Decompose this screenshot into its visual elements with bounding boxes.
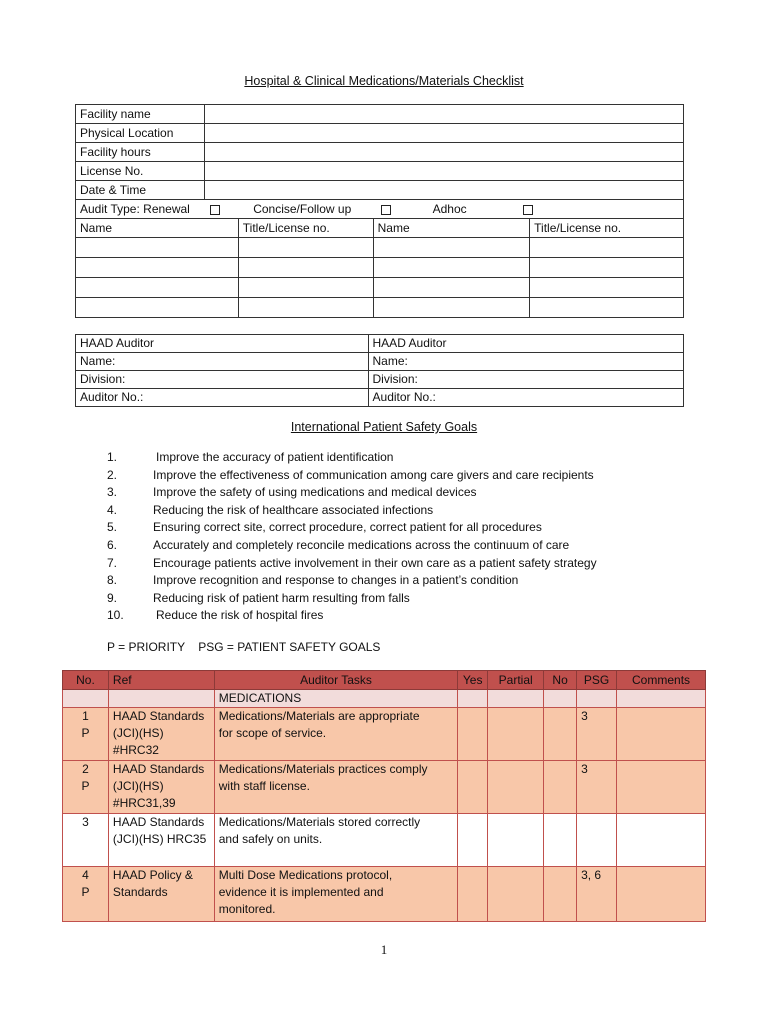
staff-cell[interactable] — [238, 238, 373, 258]
task-line: Medications/Materials are appropriate — [218, 709, 420, 723]
list-item — [107, 572, 597, 590]
col-header: Partial — [488, 671, 544, 690]
list-item — [107, 555, 597, 573]
task-line: and safely on units. — [218, 832, 323, 846]
staff-cell[interactable] — [530, 238, 684, 258]
goal-text: Reducing risk of patient harm resulting from falls — [153, 590, 410, 605]
staff-cell[interactable] — [530, 298, 684, 318]
goal-text: Accurately and completely reconcile medications across the continuum of care — [153, 537, 570, 552]
task-line: monitored. — [218, 902, 276, 916]
auditor-cell[interactable]: Name: — [368, 353, 683, 371]
field-label: Facility hours — [76, 143, 205, 162]
auditor-cell: HAAD Auditor — [76, 335, 369, 353]
task-line: with staff license. — [218, 779, 310, 793]
staff-cell[interactable] — [373, 238, 530, 258]
staff-cell[interactable] — [238, 258, 373, 278]
col-header: Auditor Tasks — [214, 671, 457, 690]
partial-cell[interactable] — [488, 867, 544, 922]
goal-number: 9. — [107, 590, 118, 605]
staff-cell[interactable] — [530, 278, 684, 298]
staff-cell[interactable] — [238, 298, 373, 318]
partial-cell[interactable] — [488, 761, 544, 814]
audit-type-followup-label: Concise/Follow up — [253, 202, 352, 216]
psg-cell: 3 — [577, 761, 617, 814]
field-label: License No. — [76, 162, 205, 181]
staff-header-name: Name — [76, 219, 239, 238]
goal-number: 3. — [107, 485, 118, 500]
comments-cell[interactable] — [617, 761, 706, 814]
staff-cell[interactable] — [238, 278, 373, 298]
psg-cell: 3, 6 — [577, 867, 617, 922]
col-header: Yes — [458, 671, 488, 690]
staff-cell[interactable] — [76, 258, 239, 278]
legend: P = PRIORITY PSG = PATIENT SAFETY GOALS — [107, 640, 381, 654]
goal-number: 10. — [107, 608, 124, 623]
table-row — [63, 867, 706, 922]
no-cell[interactable] — [544, 761, 577, 814]
ref-line: HAAD Policy & — [112, 868, 193, 882]
followup-checkbox[interactable] — [381, 205, 391, 215]
auditor-cell[interactable]: Name: — [76, 353, 369, 371]
priority-flag: P — [81, 885, 90, 899]
adhoc-checkbox[interactable] — [523, 205, 533, 215]
ref-line: #HRC32 — [112, 743, 159, 757]
list-item — [107, 484, 597, 502]
staff-cell[interactable] — [530, 258, 684, 278]
partial-cell[interactable] — [488, 708, 544, 761]
field-label: Date & Time — [76, 181, 205, 200]
col-header: Comments — [617, 671, 706, 690]
list-item — [107, 467, 597, 485]
ipsg-heading: International Patient Safety Goals — [290, 420, 478, 434]
field-value[interactable] — [204, 143, 683, 162]
facility-info-table — [75, 104, 684, 318]
no-cell[interactable] — [544, 814, 577, 867]
staff-header-title: Title/License no. — [238, 219, 373, 238]
audit-type-adhoc-label: Adhoc — [432, 202, 467, 216]
col-header: Ref — [108, 671, 214, 690]
ref-line: (JCI)(HS) HRC35 — [112, 832, 207, 846]
staff-cell[interactable] — [373, 278, 530, 298]
task-line: for scope of service. — [218, 726, 327, 740]
priority-flag: P — [81, 726, 90, 740]
list-item — [107, 519, 597, 537]
comments-cell[interactable] — [617, 867, 706, 922]
task-number: 1 — [82, 709, 89, 723]
no-cell[interactable] — [544, 867, 577, 922]
staff-cell[interactable] — [373, 258, 530, 278]
task-number: 4 — [82, 868, 89, 882]
task-number: 2 — [82, 762, 89, 776]
auditor-cell[interactable]: Auditor No.: — [368, 389, 683, 407]
task-line: Multi Dose Medications protocol, — [218, 868, 393, 882]
goal-number: 4. — [107, 502, 118, 517]
goal-text: Reduce the risk of hospital fires — [156, 608, 324, 623]
field-label: Physical Location — [76, 124, 205, 143]
yes-cell[interactable] — [458, 761, 488, 814]
ref-line: Standards — [112, 885, 168, 899]
auditor-table — [75, 334, 684, 407]
goal-number: 8. — [107, 573, 118, 588]
table-row — [63, 708, 706, 761]
field-value[interactable] — [204, 162, 683, 181]
auditor-cell[interactable]: Auditor No.: — [76, 389, 369, 407]
auditor-tasks-table — [62, 670, 706, 922]
staff-cell[interactable] — [76, 298, 239, 318]
col-header: No. — [63, 671, 109, 690]
list-item — [107, 590, 597, 608]
staff-cell[interactable] — [76, 238, 239, 258]
auditor-cell[interactable]: Division: — [368, 371, 683, 389]
list-item — [107, 502, 597, 520]
task-number: 3 — [82, 815, 89, 829]
task-line: Medications/Materials stored correctly — [218, 815, 421, 829]
staff-header-name: Name — [373, 219, 530, 238]
auditor-cell[interactable]: Division: — [76, 371, 369, 389]
goal-number: 7. — [107, 555, 118, 570]
ref-line: HAAD Standards — [112, 709, 205, 723]
auditor-cell: HAAD Auditor — [368, 335, 683, 353]
field-label: Facility name — [76, 105, 205, 124]
comments-cell[interactable] — [617, 814, 706, 867]
audit-type-renewal-label: Audit Type: Renewal — [80, 202, 190, 216]
goal-text: Reducing the risk of healthcare associated infections — [153, 502, 434, 517]
audit-type-row — [76, 200, 684, 219]
goal-text: Improve the accuracy of patient identification — [156, 450, 394, 464]
goals-list — [107, 449, 597, 625]
list-item — [107, 607, 597, 625]
renewal-checkbox[interactable] — [210, 205, 220, 215]
priority-flag: P — [81, 779, 90, 793]
no-cell[interactable] — [544, 708, 577, 761]
goal-number: 5. — [107, 520, 118, 535]
goal-number: 1. — [107, 450, 118, 464]
comments-cell[interactable] — [617, 708, 706, 761]
page-number: 1 — [380, 942, 388, 957]
staff-header-title: Title/License no. — [530, 219, 684, 238]
ref-line: HAAD Standards — [112, 762, 205, 776]
goal-number: 6. — [107, 537, 118, 552]
list-item — [107, 449, 597, 467]
task-line: evidence it is implemented and — [218, 885, 384, 899]
section-row — [63, 690, 706, 708]
field-value[interactable] — [204, 105, 683, 124]
yes-cell[interactable] — [458, 708, 488, 761]
col-header: PSG — [577, 671, 617, 690]
list-item — [107, 537, 597, 555]
ref-line: (JCI)(HS) — [112, 779, 164, 793]
section-label: MEDICATIONS — [214, 690, 457, 708]
goal-text: Encourage patients active involvement in their own care as a patient safety strategy — [153, 555, 597, 570]
table-row — [63, 761, 706, 814]
task-line: Medications/Materials practices comply — [218, 762, 428, 776]
yes-cell[interactable] — [458, 814, 488, 867]
ref-line: HAAD Standards — [112, 815, 205, 829]
staff-cell[interactable] — [373, 298, 530, 318]
col-header: No — [544, 671, 577, 690]
document-title: Hospital & Clinical Medications/Materials Checklist — [244, 74, 524, 88]
field-value[interactable] — [204, 181, 683, 200]
goal-text: Improve the safety of using medications and medical devices — [153, 485, 477, 500]
field-value[interactable] — [204, 124, 683, 143]
goal-text: Ensuring correct site, correct procedure, correct patient for all procedures — [153, 520, 542, 535]
goal-number: 2. — [107, 467, 118, 482]
table-row — [63, 814, 706, 867]
goal-text: Improve the effectiveness of communication among care givers and care recipients — [153, 467, 594, 482]
partial-cell[interactable] — [488, 814, 544, 867]
ref-line: (JCI)(HS) — [112, 726, 164, 740]
ref-line: #HRC31,39 — [112, 796, 176, 810]
psg-cell — [577, 814, 617, 867]
yes-cell[interactable] — [458, 867, 488, 922]
staff-cell[interactable] — [76, 278, 239, 298]
psg-cell: 3 — [577, 708, 617, 761]
goal-text: Improve recognition and response to changes in a patient’s condition — [153, 573, 519, 588]
